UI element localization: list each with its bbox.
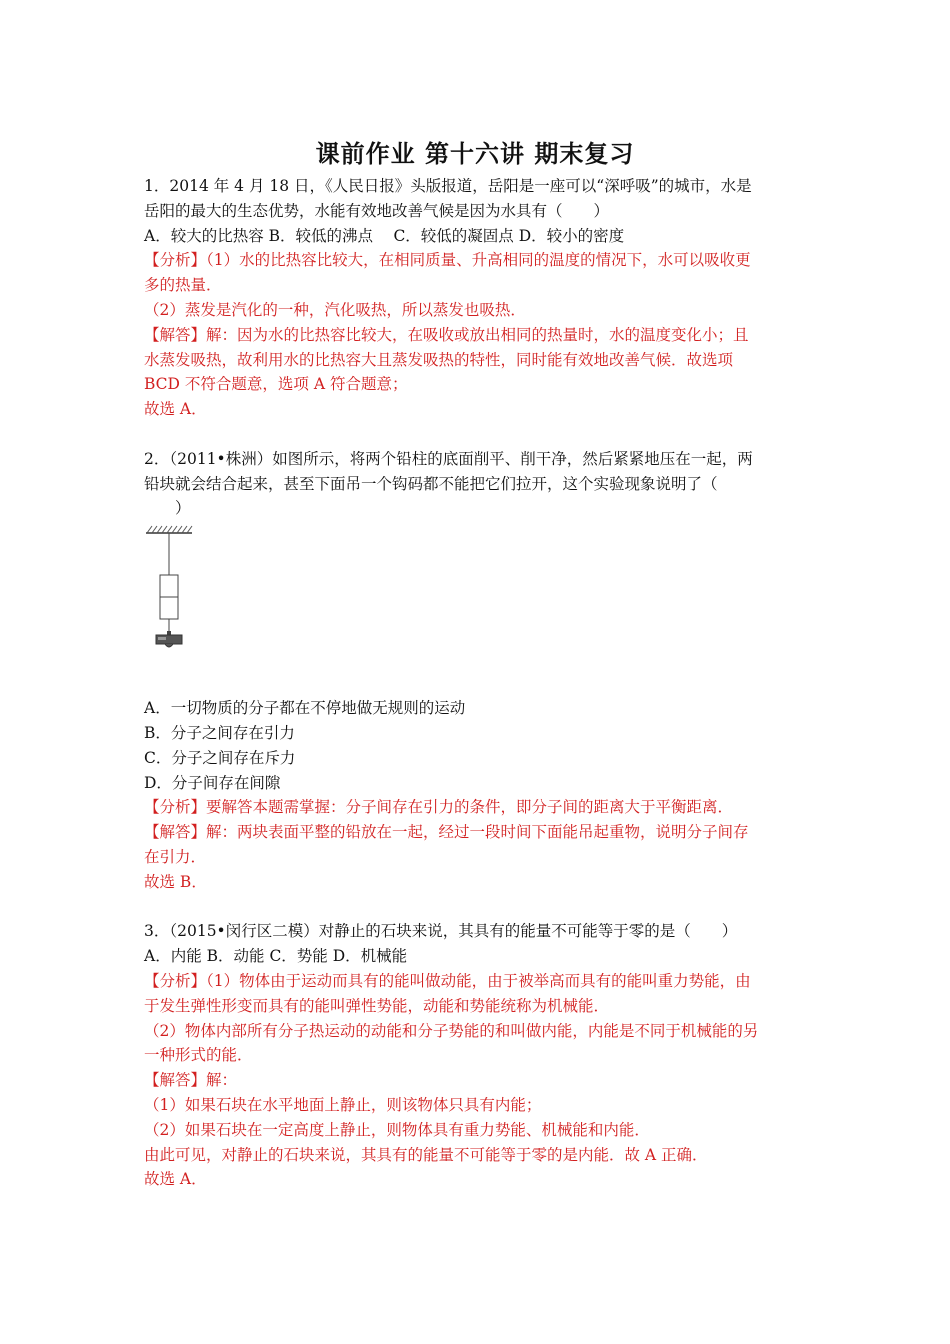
question-stem: 铅块就会结合起来，甚至下面吊一个钩码都不能把它们拉开，这个实验现象说明了（ [144,474,718,493]
solution-text: （2）如果石块在一定高度上静止，则物体具有重力势能、机械能和内能． [144,1120,650,1139]
solution-text: 【解答】解：两块表面平整的铅放在一起，经过一段时间下面能吊起重物，说明分子间存 [144,823,749,842]
solution-text: 故选 A． [144,400,207,419]
solution-text: （1）如果石块在水平地面上静止，则该物体只具有内能； [144,1095,542,1114]
option-d: D．分子间存在间隙 [144,773,281,792]
question-stem: 岳阳的最大的生态优势，水能有效地改善气候是因为水具有（ ） [144,201,610,220]
question-options: A．内能 B．动能 C．势能 D．机械能 [144,947,408,966]
page-title: 课前作业 第十六讲 期末复习 [315,140,635,168]
question-stem: 2．（2011•株洲）如图所示，将两个铅柱的底面削平、削干净，然后紧紧地压在一起，两 [144,449,753,468]
analysis-text: （2）蒸发是汽化的一种，汽化吸热，所以蒸发也吸热． [144,300,526,319]
solution-text: 由此可见，对静止的石块来说，其具有的能量不可能等于零的是内能．故 A 正确． [144,1145,708,1164]
analysis-text: （2）物体内部所有分子热运动的动能和分子势能的和叫做内能，内能是不同于机械能的另 [144,1021,759,1040]
solution-text: 【解答】解：因为水的比热容比较大，在吸收或放出相同的热量时，水的温度变化小；且 [144,325,749,344]
question-1 [144,174,814,422]
analysis-text: 于发生弹性形变而具有的能叫弹性势能，动能和势能统称为机械能． [144,996,610,1015]
analysis-text: 一种形式的能． [144,1046,253,1065]
analysis-text: 【分析】要解答本题需掌握：分子间存在引力的条件，即分子间的距离大于平衡距离． [144,798,734,817]
question-stem: 3．（2015•闵行区二模）对静止的石块来说，其具有的能量不可能等于零的是（ ） [144,922,738,941]
solution-text: 故选 B． [144,872,207,891]
analysis-text: 【分析】（1）物体由于运动而具有的能叫做动能，由于被举高而具有的能叫重力势能，由 [144,971,751,990]
lead-cylinders-icon [144,523,204,663]
solution-text: 故选 A． [144,1170,207,1189]
question-3 [144,919,814,1192]
question-2 [144,447,814,895]
analysis-text: 【分析】（1）水的比热容比较大，在相同质量、升高相同的温度的情况下，水可以吸收更 [144,251,751,270]
question-stem: 1．2014 年 4 月 18 日，《人民日报》头版报道，岳阳是一座可以“深呼吸”的城市，水是 [144,177,752,195]
spacer [144,895,814,920]
document-body [144,174,814,1192]
solution-text: 在引力． [144,847,207,866]
solution-text: BCD 不符合题意，选项 A 符合题意； [144,375,408,394]
option-c: C．分子之间存在斥力 [144,748,296,767]
lead-cylinders-figure [144,521,814,696]
question-options: A．较大的比热容 B．较低的沸点 C．较低的凝固点 D．较小的密度 [144,226,625,245]
option-a: A．一切物质的分子都在不停地做无规则的运动 [144,699,466,718]
solution-text: 水蒸发吸热，故利用水的比热容大且蒸发吸热的特性，同时能有效地改善气候．故选项 [144,350,734,369]
option-b: B．分子之间存在引力 [144,723,295,742]
question-stem: ） [144,499,191,518]
analysis-text: 多的热量． [144,276,222,295]
spacer [144,422,814,447]
solution-text: 【解答】解： [144,1071,238,1090]
